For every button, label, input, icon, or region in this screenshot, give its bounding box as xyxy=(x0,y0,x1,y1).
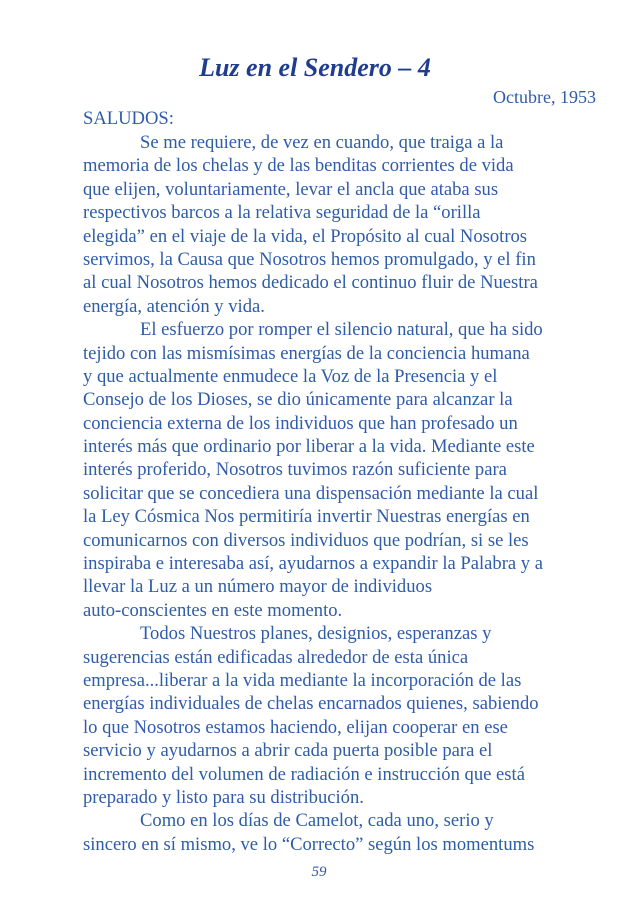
text-line: conciencia externa de los individuos que han profesado un xyxy=(83,412,518,434)
text-line: energías individuales de chelas encarnados quienes, sabiendo xyxy=(83,693,539,715)
date-line: Octubre, 1953 xyxy=(493,87,596,107)
text-line: inspiraba e interesaba así, ayudarnos a expandir la Palabra y a xyxy=(83,553,544,575)
text-line: El esfuerzo por romper el silencio natural, que ha sido xyxy=(140,319,543,341)
salutation: SALUDOS: xyxy=(83,108,174,129)
text-line: incremento del volumen de radiación e instrucción que está xyxy=(83,763,525,785)
text-line: la Ley Cósmica Nos permitiría invertir Nuestras energías en xyxy=(83,506,530,528)
text-line: comunicarnos con diversos individuos que podrían, si se les xyxy=(83,529,529,551)
text-line: que elijen, voluntariamente, levar el ancla que ataba sus xyxy=(83,178,499,200)
text-line: llevar la Luz a un número mayor de individuos xyxy=(83,576,433,598)
page-title: Luz en el Sendero – 4 xyxy=(199,53,431,82)
text-line: lo que Nosotros estamos haciendo, elijan cooperar en ese xyxy=(83,716,508,738)
body-text xyxy=(83,131,595,856)
text-line: servimos, la Causa que Nosotros hemos promulgado, y el fin xyxy=(83,248,536,270)
text-line: Consejo de los Dioses, se dio únicamente para alcanzar la xyxy=(83,389,513,411)
text-line: y que actualmente enmudece la Voz de la Presencia y el xyxy=(83,365,498,387)
text-line: al cual Nosotros hemos dedicado el continuo fluir de Nuestra xyxy=(83,272,538,294)
text-line: empresa...liberar a la vida mediante la incorporación de las xyxy=(83,669,522,691)
text-line: solicitar que se concediera una dispensación mediante la cual xyxy=(83,482,539,504)
text-line: servicio y ayudarnos a abrir cada puerta posible para el xyxy=(83,740,493,762)
text-line: sincero en sí mismo, ve lo “Correcto” según los momentums xyxy=(83,833,535,855)
text-line: Todos Nuestros planes, designios, esperanzas y xyxy=(140,623,492,645)
text-line: memoria de los chelas y de las benditas corrientes de vida xyxy=(83,155,514,177)
text-line: Se me requiere, de vez en cuando, que traiga a la xyxy=(140,132,504,153)
text-line: Como en los días de Camelot, cada uno, serio y xyxy=(140,810,494,832)
text-line: preparado y listo para su distribución. xyxy=(83,786,364,808)
text-line: respectivos barcos a la relativa seguridad de la “orilla xyxy=(83,202,481,224)
text-line: elegida” en el viaje de la vida, el Propósito al cual Nosotros xyxy=(83,225,528,247)
text-line: interés proferido, Nosotros tuvimos razón suficiente para xyxy=(83,459,507,481)
text-line: sugerencias están edificadas alrededor de esta única xyxy=(83,646,469,668)
text-line: auto-conscientes en este momento. xyxy=(83,599,343,621)
text-line: interés más que ordinario por liberar a la vida. Mediante este xyxy=(83,436,535,458)
text-line: tejido con las mismísimas energías de la conciencia humana xyxy=(83,342,530,364)
page-number: 59 xyxy=(311,864,327,880)
text-line: energía, atención y vida. xyxy=(83,295,265,317)
